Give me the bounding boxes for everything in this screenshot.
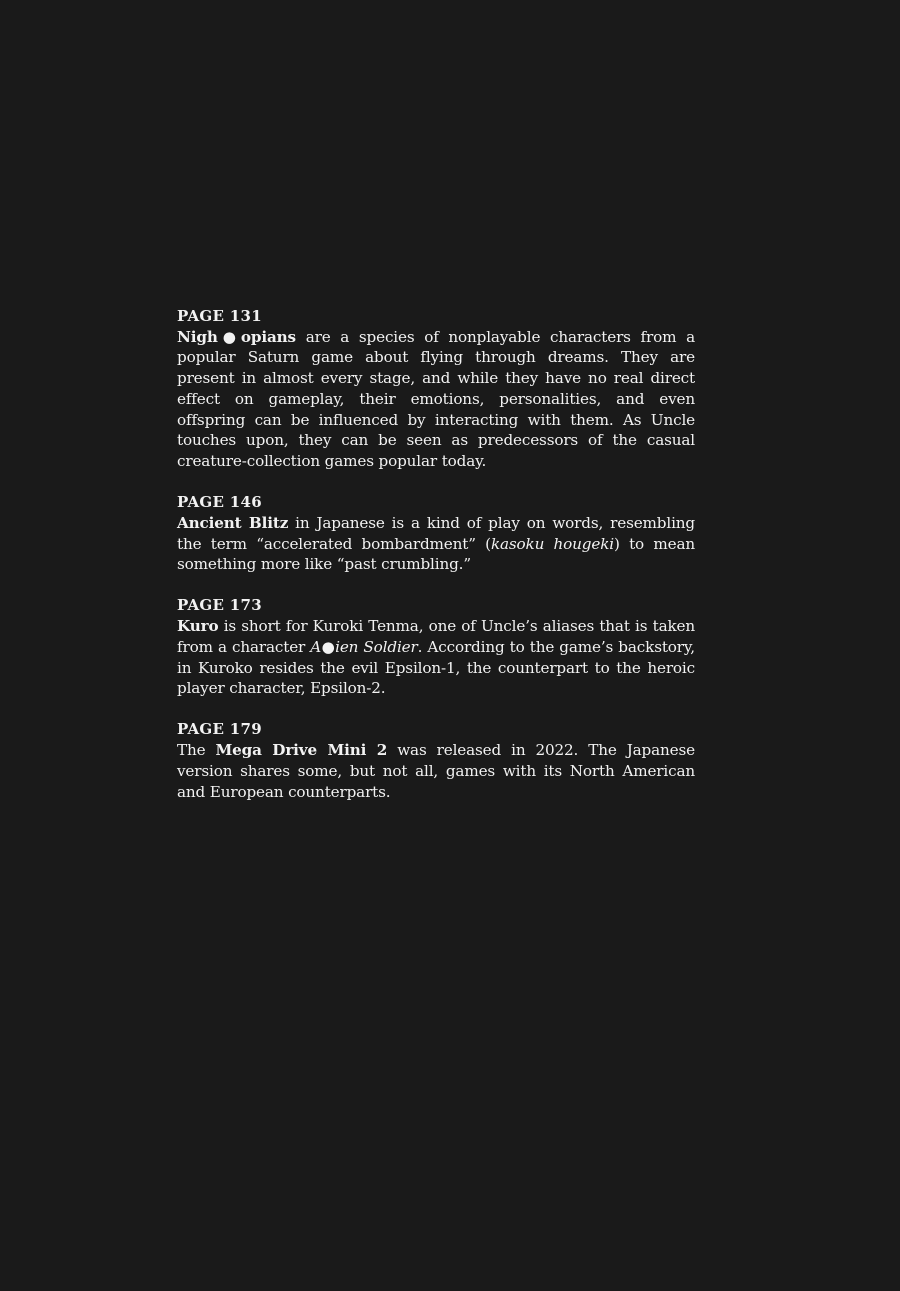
note-page-179 — [177, 719, 695, 802]
note-text: . According to the game’s backstory, in Kuroko resides the evil Epsilon-1, the counterpart to the heroic player character, Epsilon-2. — [177, 637, 695, 698]
note-text: in Japanese is a kind of play on words, resembling the term “accelerated bombardment” ( — [177, 513, 696, 553]
note-term: Ancient Blitz — [177, 513, 289, 532]
translation-notes — [177, 306, 695, 823]
note-italic: kasoku hougeki — [490, 534, 614, 553]
note-text: The — [177, 741, 216, 760]
note-page-131 — [177, 306, 695, 472]
note-paragraph — [177, 513, 695, 575]
note-text: was released in 2022. The Japanese version shares some, but not all, games with its North American and European counterparts. — [177, 741, 695, 801]
note-paragraph — [177, 740, 695, 802]
note-term: Mega Drive Mini 2 — [215, 741, 388, 760]
note-term: Kuro — [177, 617, 219, 636]
note-italic: A●ien Soldier — [310, 637, 418, 656]
note-paragraph — [177, 327, 695, 472]
page-heading: PAGE 179 — [177, 720, 263, 739]
page-heading: PAGE 131 — [177, 307, 263, 325]
page-heading: PAGE 146 — [177, 493, 263, 512]
note-page-146 — [177, 492, 695, 575]
note-text: ) to mean something more like “past crumbling.” — [177, 534, 695, 574]
note-term: Nigh●opians — [177, 327, 296, 346]
page-heading: PAGE 173 — [177, 596, 263, 615]
note-page-173 — [177, 595, 695, 699]
note-text: are a species of nonplayable characters from a popular Saturn game about flying through dreams. They are present in almost every stage, and while they have no real direct effect on gameplay, their emotions, personalities, and even offspring can be influenced by interacting with them. As Uncle touches upon, they can be seen as predecessors of the casual creature-collection games popular today. — [177, 327, 695, 470]
note-paragraph — [177, 616, 695, 699]
note-text: is short for Kuroki Tenma, one of Uncle’s aliases that is taken from a character — [177, 617, 695, 656]
